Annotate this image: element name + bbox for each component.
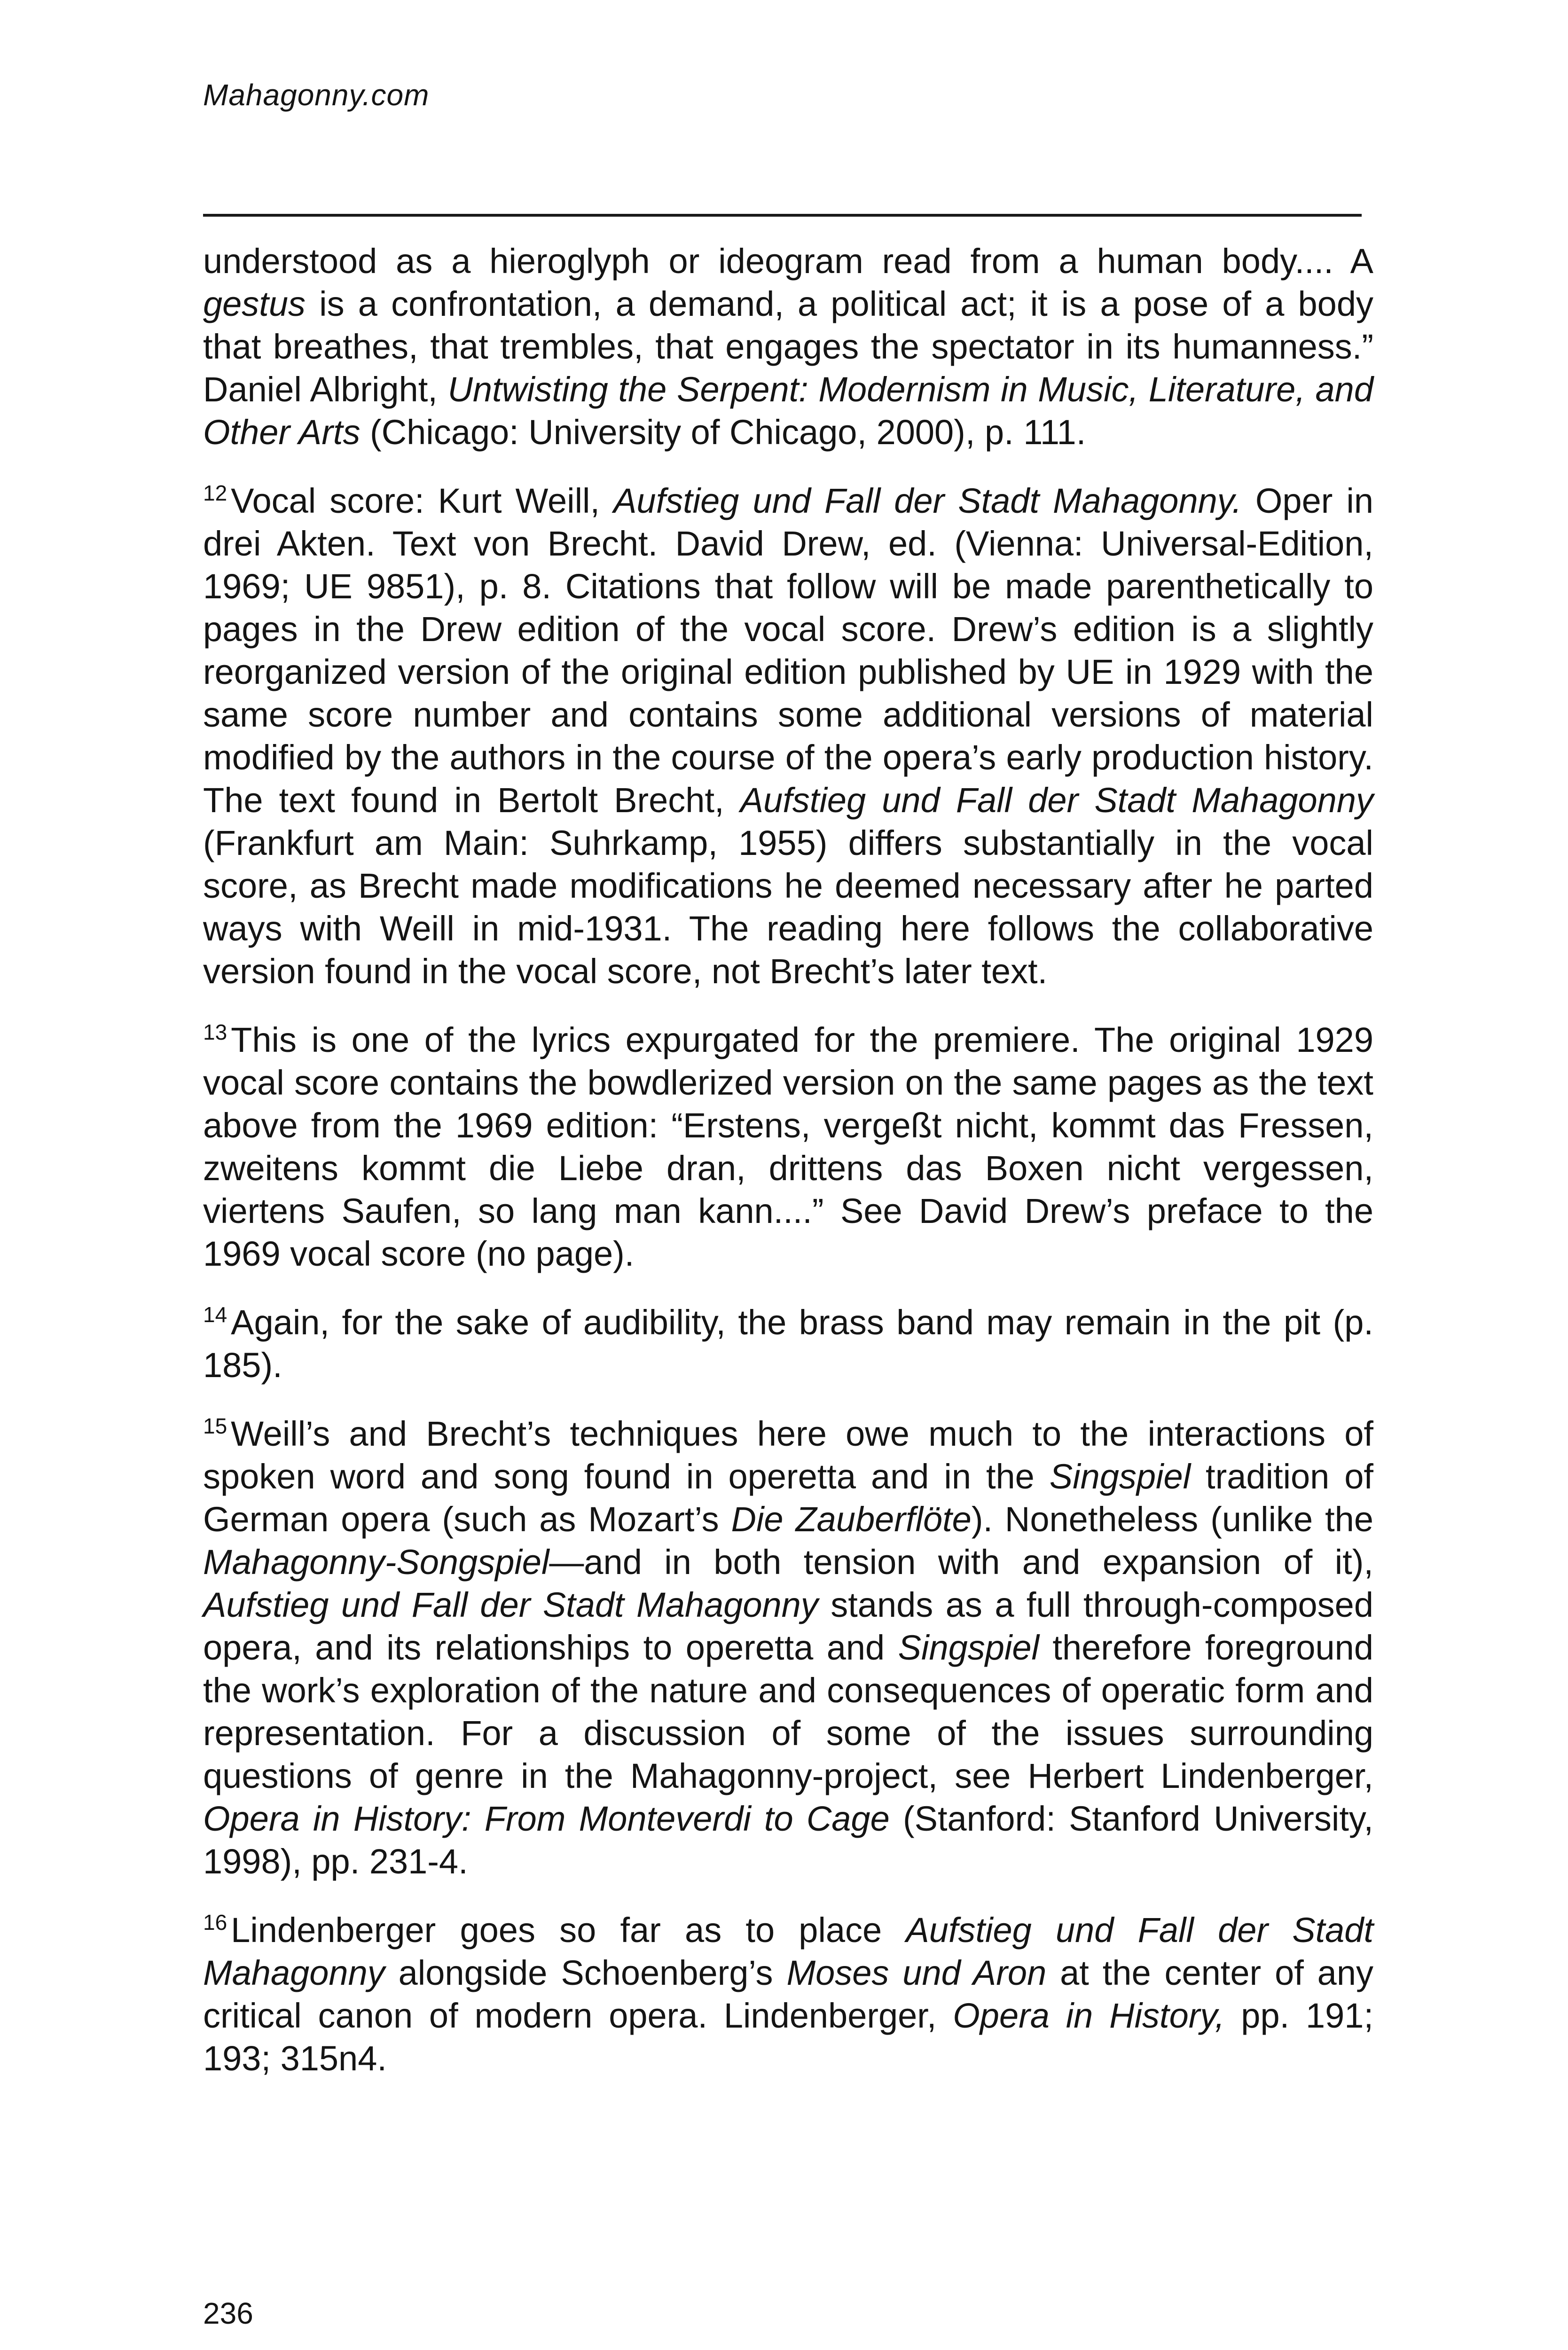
footnote-number: 14: [203, 1302, 227, 1327]
footnote-number: 13: [203, 1020, 227, 1044]
italic-title: Untwisting the Serpent: Modernism in Music, Literature, and Other Arts: [203, 370, 1373, 452]
footnote-text: tradition of German opera (such as Mozart’s: [203, 1457, 1373, 1539]
italic-title: Aufstieg und Fall der Stadt Mahagonny: [203, 1911, 1374, 1992]
footnote-text: (Stanford: Stanford University, 1998), pp. 231-4.: [203, 1799, 1373, 1881]
footnote-text: stands as a full through-composed opera, and its relationships to operetta and: [203, 1585, 1373, 1667]
footnote-number: 16: [203, 1910, 227, 1935]
footnote-text: understood as a hieroglyph or ideogram read from a human body.... A: [203, 242, 1373, 281]
italic-title: Aufstieg und Fall der Stadt Mahagonny.: [613, 481, 1242, 520]
italic-title: gestus: [203, 284, 306, 323]
footnote-16: [203, 1909, 1373, 2080]
footnote-text: therefore foreground the work’s exploration of the nature and consequences of operatic form and representation. For a discussion of some of the issues surrounding questions of genre in the Mahagonny-project, see Herbert Lindenberger,: [203, 1628, 1373, 1795]
italic-title: Aufstieg und Fall der Stadt Mahagonny: [740, 781, 1373, 820]
italic-title: Mahagonny-Songspiel: [203, 1543, 549, 1582]
footnote-text: This is one of the lyrics expurgated for the premiere. The original 1929 vocal score contains the bowdlerized version on the same pages as the text above from the 1969 edition: “Erstens, vergeßt nicht, kommt das Fressen, zweitens kommt die Liebe dran, drittens das Boxen nicht vergessen, viertens Saufen, so lang man kann....” See David Drew’s preface to the 1969 vocal score (no page).: [203, 1020, 1373, 1273]
footnote-text: Again, for the sake of audibility, the brass band may remain in the pit (p. 185).: [203, 1303, 1373, 1385]
italic-title: Singspiel: [898, 1628, 1039, 1667]
italic-title: Die Zauberflöte: [731, 1500, 972, 1539]
footnote-number: 12: [203, 481, 227, 505]
footnote-text: Lindenberger goes so far as to place: [231, 1911, 906, 1950]
footnote-text: is a confrontation, a demand, a political act; it is a pose of a body that breathes, that trembles, that engages the spectator in its humanness.” Daniel Albright,: [203, 284, 1373, 409]
page-number: 236: [203, 2296, 253, 2330]
italic-title: Aufstieg und Fall der Stadt Mahagonny: [203, 1585, 818, 1624]
footnote-text: (Frankfurt am Main: Suhrkamp, 1955) differs substantially in the vocal score, as Brecht made modifications he deemed necessary after he parted ways with Weill in mid-1931. The reading here follows the collaborative version found in the vocal score, not Brecht’s later text.: [203, 823, 1373, 991]
footnote-text: pp. 191; 193; 315n4.: [203, 1996, 1373, 2078]
footnote-text: at the center of any critical canon of modern opera. Lindenberger,: [203, 1953, 1373, 2035]
footnote-text: ). Nonetheless (unlike the: [971, 1500, 1373, 1539]
footnote-number: 15: [203, 1414, 227, 1438]
footnote-continuation: [203, 240, 1373, 454]
footnote-text: —and in both tension with and expansion of it),: [549, 1543, 1373, 1582]
footnote-text: Oper in drei Akten. Text von Brecht. David Drew, ed. (Vienna: Universal-Edition, 1969; UE 9851), p. 8. Citations that follow will be made parenthetically to pages in the Drew edition of the vocal score. Drew’s edition is a slightly reorganized version of the original edition published by UE in 1929 with the same score number and contains some additional versions of material modified by the authors in the course of the opera’s early production history. The text found in Bertolt Brecht,: [203, 481, 1374, 820]
italic-title: Moses und Aron: [786, 1953, 1047, 1992]
footnote-15: [203, 1412, 1373, 1883]
footnote-text: alongside Schoenberg’s: [384, 1953, 787, 1992]
footnote-13: [203, 1018, 1373, 1275]
footnote-14: [203, 1301, 1373, 1386]
running-header: Mahagonny.com: [203, 78, 430, 112]
footnote-text: Weill’s and Brecht’s techniques here owe much to the interactions of spoken word and song found in operetta and in the: [203, 1414, 1373, 1496]
footnote-text: (Chicago: University of Chicago, 2000), p. 111.: [360, 413, 1086, 452]
italic-title: Opera in History,: [953, 1996, 1225, 2035]
footnotes-body: [203, 240, 1373, 2106]
italic-title: Singspiel: [1049, 1457, 1191, 1496]
footnote-text: Vocal score: Kurt Weill,: [231, 481, 614, 520]
footnote-12: [203, 479, 1373, 993]
header-rule: [203, 214, 1362, 217]
italic-title: Opera in History: From Monteverdi to Cage: [203, 1799, 890, 1838]
